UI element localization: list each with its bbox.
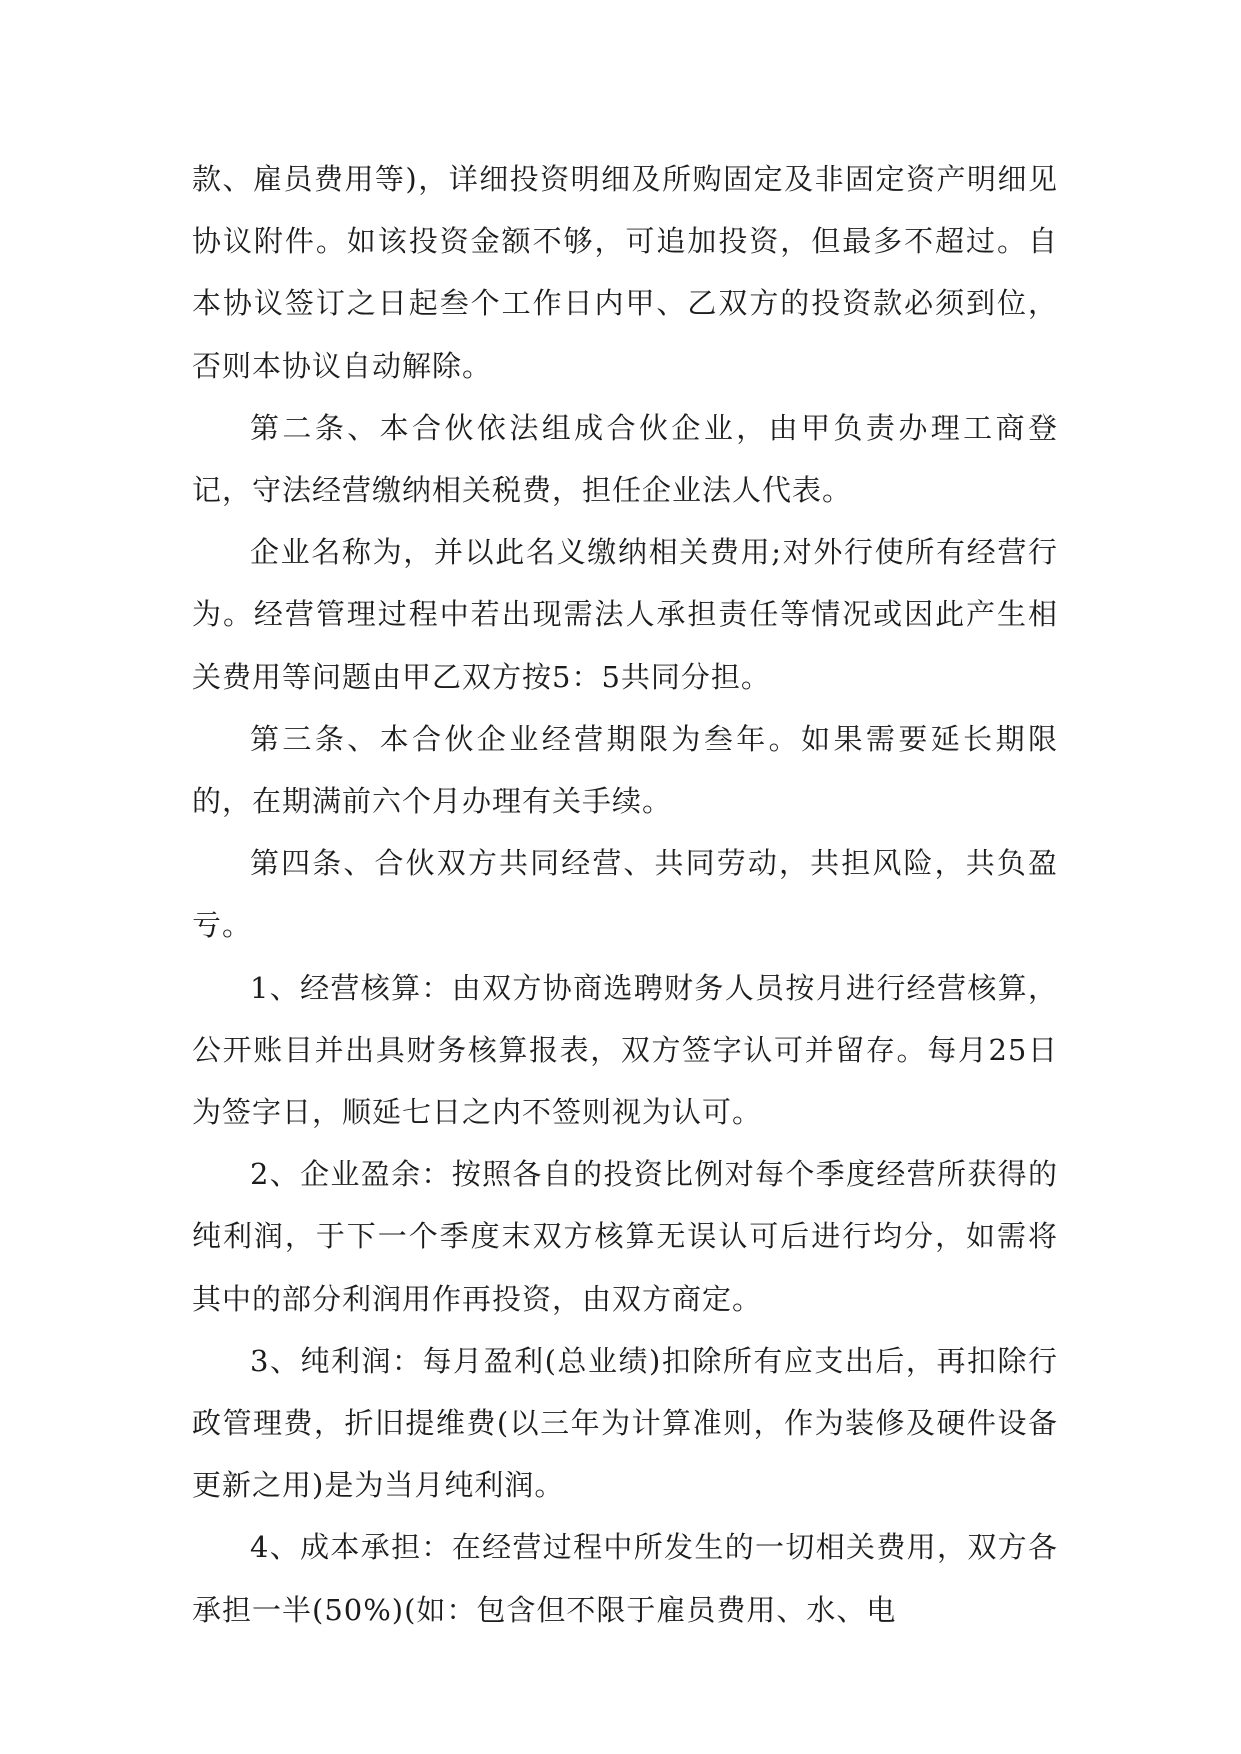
paragraph-enterprise-name: 企业名称为，并以此名义缴纳相关费用;对外行使所有经营行为。经营管理过程中若出现需法人承担责任等情况或因此产生相关费用等问题由甲乙双方按5：5共同分担。 [192,535,1058,694]
paragraph-continuation: 款、雇员费用等)，详细投资明细及所购固定及非固定资产明细见协议附件。如该投资金额不够，可追加投资，但最多不超过。自本协议签订之日起叁个工作日内甲、乙双方的投资款必须到位，否则本协议自动解除。 [192,162,1058,383]
paragraph-clause-3: 3、纯利润：每月盈利(总业绩)扣除所有应支出后，再扣除行政管理费，折旧提维费(以三年为计算准则，作为装修及硬件设备更新之用)是为当月纯利润。 [192,1343,1058,1503]
paragraph-clause-2: 2、企业盈余：按照各自的投资比例对每个季度经营所获得的纯利润，于下一个季度末双方核算无误认可后进行均分，如需将其中的部分利润用作再投资，由双方商定。 [192,1157,1058,1316]
document-page [192,148,1058,1641]
paragraph-clause-4: 4、成本承担：在经营过程中所发生的一切相关费用，双方各承担一半(50%)(如：包含但不限于雇员费用、水、电 [192,1530,1058,1627]
paragraph-article-3: 第三条、本合伙企业经营期限为叁年。如果需要延长期限的，在期满前六个月办理有关手续。 [192,721,1058,819]
paragraph-article-4: 第四条、合伙双方共同经营、共同劳动，共担风险，共负盈亏。 [192,846,1058,943]
paragraph-article-2: 第二条、本合伙依法组成合伙企业，由甲负责办理工商登记，守法经营缴纳相关税费，担任企业法人代表。 [192,410,1058,508]
paragraph-clause-1: 1、经营核算：由双方协商选聘财务人员按月进行经营核算，公开账目并出具财务核算报表，双方签字认可并留存。每月25日为签字日，顺延七日之内不签则视为认可。 [192,970,1058,1130]
